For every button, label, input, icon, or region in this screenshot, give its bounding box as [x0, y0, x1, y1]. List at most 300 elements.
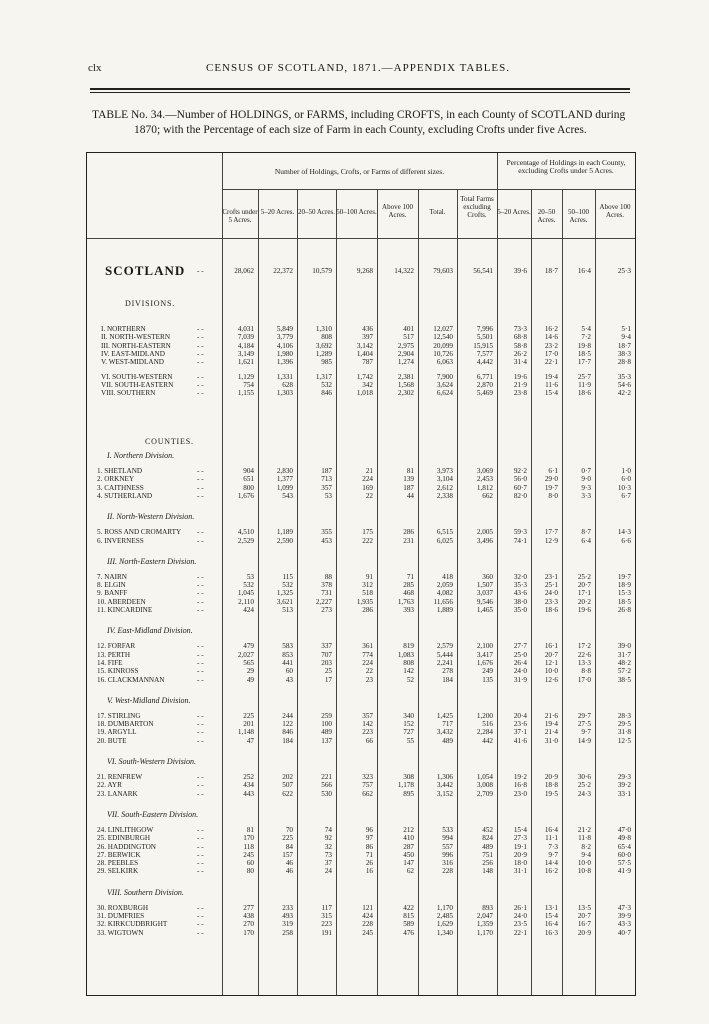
group-header-rule: [222, 189, 497, 190]
row-value: 20·2: [577, 597, 591, 606]
row-value: 401: [403, 325, 414, 333]
column-rule: [297, 189, 298, 995]
row-value: 7,996: [476, 325, 493, 333]
row-value: 3,496: [476, 536, 493, 545]
row-value: 29·0: [544, 475, 558, 484]
row-value: 29·5: [617, 720, 631, 729]
row-value: 1·0: [621, 467, 631, 475]
row-value: 31·7: [617, 650, 631, 659]
column-header: Total Farms excluding Crofts.: [460, 195, 494, 219]
row-value: 443: [243, 789, 254, 798]
row-value: 26·4: [513, 658, 527, 667]
row-value: 48·2: [617, 658, 631, 667]
row-value: 202: [282, 773, 293, 781]
row-value: 96: [365, 825, 373, 834]
row-leader: - -: [197, 912, 204, 920]
row-value: 37: [324, 859, 332, 868]
row-value: 3,417: [476, 650, 493, 659]
row-value: 139: [403, 475, 414, 484]
row-value: 2,338: [436, 491, 453, 500]
row-value: 21·4: [544, 728, 558, 737]
row-value: 8·8: [581, 667, 591, 676]
row-value: 8·2: [581, 842, 591, 851]
row-value: 3,973: [436, 467, 453, 475]
column-header: 20–50 Acres.: [298, 208, 335, 216]
row-value: 1,465: [476, 606, 493, 614]
row-value: 323: [362, 773, 373, 781]
row-label: 32. KIRKCUDBRIGHT: [97, 920, 168, 929]
row-value: 16·1: [544, 642, 558, 651]
row-value: 20·9: [577, 928, 591, 937]
row-value: 2,227: [315, 597, 332, 606]
row-value: 115: [282, 572, 293, 581]
row-value: 12·9: [544, 536, 558, 545]
column-header: Above 100 Acres.: [382, 203, 413, 219]
row-value: 9·4: [621, 333, 631, 342]
row-value: 224: [362, 658, 373, 667]
row-value: 228: [442, 867, 453, 876]
row-value: 12·1: [544, 658, 558, 667]
row-value: 18·8: [544, 781, 558, 790]
row-value: 3,037: [476, 589, 493, 598]
row-leader: - -: [197, 467, 204, 475]
row-label: 5. ROSS AND CROMARTY: [97, 528, 182, 537]
group-header-rule: [497, 189, 635, 190]
row-value: 68·8: [513, 333, 527, 342]
row-value: 17·1: [577, 589, 591, 598]
row-value: 1,377: [276, 475, 293, 484]
division-subheading: I. Northern Division.: [107, 451, 175, 460]
row-value: 6·6: [621, 536, 631, 545]
row-value: 1,621: [237, 358, 254, 367]
row-leader: - -: [197, 928, 204, 937]
row-value: 71: [365, 850, 373, 859]
row-value: 532: [243, 581, 254, 590]
row-value: 56·0: [513, 475, 527, 484]
row-value: 1,325: [276, 589, 293, 598]
row-value: 142: [403, 667, 414, 676]
row-leader: - -: [197, 728, 204, 737]
row-value: 18·9: [617, 581, 631, 590]
caption-line-2: 1870; with the Percentage of each size of Farm in each County, excluding Crofts under five Acres.: [134, 124, 587, 136]
row-value: 59·3: [513, 528, 527, 537]
row-value: 20·9: [544, 773, 558, 781]
row-value: 787: [362, 358, 373, 367]
row-value: 994: [442, 834, 453, 843]
row-value: 14·9: [577, 736, 591, 745]
row-value: 357: [362, 711, 373, 720]
row-value: 31·8: [617, 728, 631, 737]
row-value: 74·1: [513, 536, 527, 545]
row-value: 3,432: [436, 728, 453, 737]
row-label: 17. STIRLING: [97, 711, 141, 720]
row-value: 17: [324, 675, 332, 684]
row-value: 1,742: [356, 372, 373, 381]
row-value: 20·7: [544, 650, 558, 659]
row-value: 1,676: [476, 658, 493, 667]
row-value: 651: [243, 475, 254, 484]
row-value: 846: [321, 389, 332, 398]
row-value: 1,289: [315, 349, 332, 358]
row-value: 28·8: [617, 358, 631, 367]
row-value: 24·0: [513, 667, 527, 676]
row-value: 1,396: [276, 358, 293, 367]
row-value: 24·0: [544, 589, 558, 598]
division-subheading: V. West-Midland Division.: [107, 695, 191, 705]
row-value: 152: [403, 720, 414, 729]
row-value: 410: [403, 834, 414, 843]
row-value: 31·9: [513, 675, 527, 684]
row-value: 1,404: [356, 349, 373, 358]
column-header: Total.: [429, 208, 446, 216]
row-value: 12·6: [544, 675, 558, 684]
row-value: 565: [243, 658, 254, 667]
row-leader: - -: [197, 859, 204, 868]
row-label: 23. LANARK: [97, 789, 138, 798]
row-value: 27·3: [513, 834, 527, 843]
row-leader: - -: [197, 711, 204, 720]
row-value: 222: [362, 536, 373, 545]
row-value: 2,027: [237, 650, 254, 659]
row-value: 1,340: [436, 928, 453, 937]
row-value: 3,779: [276, 333, 293, 342]
row-value: 26·2: [513, 349, 527, 358]
row-value: 19·6: [577, 606, 591, 614]
row-value: 278: [442, 667, 453, 676]
row-value: 453: [321, 536, 332, 545]
row-value: 92·2: [513, 467, 527, 475]
row-value: 24·3: [577, 789, 591, 798]
row-value: 55: [406, 736, 414, 745]
row-value: 12,027: [433, 325, 453, 333]
row-value: 53: [324, 491, 332, 500]
row-value: 86: [365, 842, 373, 851]
row-value: 25·2: [577, 572, 591, 581]
row-value: 22·6: [577, 650, 591, 659]
row-value: 5,501: [476, 333, 493, 342]
row-value: 11·9: [578, 380, 591, 389]
row-value: 23·5: [513, 920, 527, 929]
row-value: 774: [362, 650, 373, 659]
row-value: 10·0: [577, 859, 591, 868]
row-leader: - -: [197, 341, 204, 350]
column-rule: [457, 189, 458, 995]
row-value: 44: [406, 491, 414, 500]
row-label: II. NORTH-WESTERN: [101, 333, 171, 342]
row-value: 73: [324, 850, 332, 859]
row-value: 824: [482, 834, 493, 843]
row-value: 26·1: [513, 903, 527, 912]
row-value: 996: [442, 850, 453, 859]
row-value: 7,577: [476, 349, 493, 358]
row-value: 26: [365, 859, 373, 868]
row-value: 244: [282, 711, 293, 720]
row-value: 26·8: [617, 606, 631, 614]
row-value: 717: [442, 720, 453, 729]
row-label: VII. SOUTH-EASTERN: [101, 380, 174, 389]
row-value: 11·6: [545, 380, 558, 389]
row-value: 1,189: [276, 528, 293, 537]
row-value: 1,425: [436, 711, 453, 720]
row-label: 15. KINROSS: [97, 667, 139, 676]
row-label: 10. ABERDEEN: [97, 597, 146, 606]
row-value: 65·4: [617, 842, 631, 851]
row-value: 3·3: [581, 491, 591, 500]
data-table: [86, 152, 636, 996]
row-value: 1,155: [237, 389, 254, 398]
row-value: 1,274: [397, 358, 414, 367]
row-value: 17·2: [577, 642, 591, 651]
row-value: 7·3: [548, 842, 558, 851]
row-value: 17·7: [544, 528, 558, 537]
row-value: 8·0: [548, 491, 558, 500]
row-label: 4. SUTHERLAND: [97, 491, 153, 500]
row-value: 893: [482, 903, 493, 912]
row-value: 452: [482, 825, 493, 834]
row-value: 424: [243, 606, 254, 614]
row-label: 27. BERWICK: [97, 850, 141, 859]
row-value: 21·9: [513, 380, 527, 389]
scotland-value: 10,579: [312, 267, 332, 275]
row-value: 23: [365, 675, 373, 684]
row-value: 29·3: [617, 773, 631, 781]
row-value: 16·2: [544, 867, 558, 876]
row-value: 25·1: [544, 581, 558, 590]
column-rule: [595, 189, 596, 995]
row-value: 31·1: [513, 867, 527, 876]
row-value: 273: [321, 606, 332, 614]
running-title: CENSUS OF SCOTLAND, 1871.—APPENDIX TABLES.: [205, 62, 511, 74]
row-value: 1,083: [397, 650, 414, 659]
row-value: 566: [321, 781, 332, 790]
row-value: 895: [403, 789, 414, 798]
row-value: 15·3: [617, 589, 631, 598]
row-value: 727: [403, 728, 414, 737]
row-leader: - -: [197, 325, 204, 333]
row-value: 223: [321, 920, 332, 929]
row-value: 1,054: [476, 773, 493, 781]
row-value: 39·9: [617, 912, 631, 920]
row-value: 41·6: [513, 736, 527, 745]
scotland-value: 28,062: [234, 267, 254, 275]
row-leader: - -: [197, 720, 204, 729]
row-value: 4,184: [237, 341, 254, 350]
row-value: 57·2: [617, 667, 631, 676]
row-label: 6. INVERNESS: [97, 536, 144, 545]
row-value: 25: [324, 667, 332, 676]
row-leader: - -: [197, 475, 204, 484]
row-value: 622: [282, 789, 293, 798]
row-value: 3,152: [436, 789, 453, 798]
row-value: 5,444: [436, 650, 453, 659]
row-value: 15·4: [544, 389, 558, 398]
row-value: 441: [282, 658, 293, 667]
row-value: 11·8: [578, 834, 591, 843]
row-value: 468: [403, 589, 414, 598]
row-value: 27·5: [577, 720, 591, 729]
row-value: 80: [246, 867, 254, 876]
row-label: 29. SELKIRK: [97, 867, 139, 876]
row-value: 28·3: [617, 711, 631, 720]
row-value: 337: [321, 642, 332, 651]
row-value: 27·7: [513, 642, 527, 651]
row-value: 9·3: [581, 483, 591, 492]
row-value: 20·4: [513, 711, 527, 720]
row-value: 2,302: [397, 389, 414, 398]
row-value: 2,975: [397, 341, 414, 350]
row-value: 169: [362, 483, 373, 492]
row-value: 308: [403, 773, 414, 781]
row-leader: - -: [197, 389, 204, 398]
column-rule: [531, 189, 532, 995]
row-leader: - -: [197, 581, 204, 590]
row-value: 23·1: [544, 572, 558, 581]
header-rule-thin: [90, 92, 630, 93]
row-leader: - -: [197, 789, 204, 798]
row-label: 24. LINLITHGOW: [97, 825, 154, 834]
row-value: 543: [282, 491, 293, 500]
row-label: 25. EDINBURGH: [97, 834, 151, 843]
group-header-percentages: Percentage of Holdings in each County, excluding Crofts under 5 Acres.: [506, 158, 626, 175]
row-value: 2,047: [476, 912, 493, 920]
row-value: 46: [285, 867, 293, 876]
row-label: 8. ELGIN: [97, 581, 126, 590]
row-value: 18·6: [577, 389, 591, 398]
row-value: 245: [243, 850, 254, 859]
row-value: 23·8: [513, 389, 527, 398]
row-value: 517: [403, 333, 414, 342]
row-label: 28. PEEBLES: [97, 859, 139, 868]
row-value: 71: [406, 572, 414, 581]
row-value: 137: [321, 736, 332, 745]
row-value: 808: [321, 333, 332, 342]
row-value: 2,904: [397, 349, 414, 358]
row-leader: - -: [197, 650, 204, 659]
row-leader: - -: [197, 658, 204, 667]
row-value: 5,469: [476, 389, 493, 398]
row-value: 1,178: [397, 781, 414, 790]
row-value: 3,442: [436, 781, 453, 790]
row-value: 2,453: [476, 475, 493, 484]
row-value: 5,849: [276, 325, 293, 333]
row-value: 4,082: [436, 589, 453, 598]
row-value: 757: [362, 781, 373, 790]
column-header-rule: [87, 238, 635, 239]
row-value: 589: [403, 920, 414, 929]
row-value: 233: [282, 903, 293, 912]
row-value: 4,510: [237, 528, 254, 537]
row-value: 7,039: [237, 333, 254, 342]
row-value: 286: [403, 528, 414, 537]
row-leader: - -: [197, 642, 204, 651]
row-value: 191: [321, 928, 332, 937]
row-value: 1,200: [476, 711, 493, 720]
row-leader: - -: [197, 675, 204, 684]
row-value: 19·5: [544, 789, 558, 798]
row-value: 118: [243, 842, 254, 851]
row-value: 203: [321, 658, 332, 667]
row-value: 23·2: [544, 341, 558, 350]
row-value: 21·6: [544, 711, 558, 720]
row-value: 1,629: [436, 920, 453, 929]
row-value: 438: [243, 912, 254, 920]
row-value: 4,442: [476, 358, 493, 367]
row-leader: - -: [197, 850, 204, 859]
row-value: 1,303: [276, 389, 293, 398]
row-value: 13·3: [577, 658, 591, 667]
row-leader: - -: [197, 834, 204, 843]
row-value: 315: [321, 912, 332, 920]
row-value: 81: [406, 467, 414, 475]
scotland-value: 39·6: [513, 267, 527, 275]
row-value: 532: [282, 581, 293, 590]
row-value: 507: [282, 781, 293, 790]
row-label: 18. DUMBARTON: [97, 720, 154, 729]
row-value: 16·7: [577, 920, 591, 929]
row-value: 15·4: [544, 912, 558, 920]
row-value: 42·2: [617, 389, 631, 398]
row-value: 38·3: [617, 349, 631, 358]
row-value: 249: [482, 667, 493, 676]
column-header: Above 100 Acres.: [599, 203, 631, 219]
counties-heading: COUNTIES.: [145, 437, 194, 446]
row-value: 15,915: [473, 341, 493, 350]
row-value: 707: [321, 650, 332, 659]
row-value: 1,980: [276, 349, 293, 358]
row-leader: - -: [197, 536, 204, 545]
row-label: 19. ARGYLL: [97, 728, 137, 737]
row-value: 6,025: [436, 536, 453, 545]
row-value: 135: [482, 675, 493, 684]
row-value: 10·3: [617, 483, 631, 492]
row-value: 184: [442, 675, 453, 684]
row-value: 9·7: [548, 850, 558, 859]
row-value: 4,106: [276, 341, 293, 350]
row-value: 147: [403, 859, 414, 868]
row-value: 815: [403, 912, 414, 920]
row-value: 5·1: [621, 325, 631, 333]
caption-line-1: TABLE No. 34.—Number of HOLDINGS, or FARMS, including CROFTS, in each County of SCOTLAND during: [92, 109, 626, 121]
row-label: 20. BUTE: [97, 736, 127, 745]
row-label: 33. WIGTOWN: [97, 928, 144, 937]
row-value: 14·3: [617, 528, 631, 537]
header-rule: [90, 88, 630, 90]
scotland-label: SCOTLAND: [105, 263, 186, 278]
row-value: 662: [362, 789, 373, 798]
row-value: 2,005: [476, 528, 493, 537]
row-value: 489: [482, 842, 493, 851]
row-value: 9,546: [476, 597, 493, 606]
row-label: V. WEST-MIDLAND: [101, 358, 164, 367]
row-value: 985: [321, 358, 332, 367]
row-value: 287: [403, 842, 414, 851]
row-value: 38·5: [617, 675, 631, 684]
row-value: 628: [282, 380, 293, 389]
row-value: 2,241: [436, 658, 453, 667]
division-subheading: VII. South-Eastern Division.: [107, 809, 199, 819]
row-value: 355: [321, 528, 332, 537]
scotland-value: 9,268: [356, 267, 373, 275]
row-value: 16: [365, 867, 373, 876]
row-value: 142: [362, 720, 373, 729]
row-value: 378: [321, 581, 332, 590]
row-value: 49·8: [617, 834, 631, 843]
row-value: 157: [282, 850, 293, 859]
row-label: III. NORTH-EASTERN: [101, 341, 171, 350]
row-value: 84: [285, 842, 293, 851]
row-value: 808: [403, 658, 414, 667]
row-value: 12,540: [433, 333, 453, 342]
